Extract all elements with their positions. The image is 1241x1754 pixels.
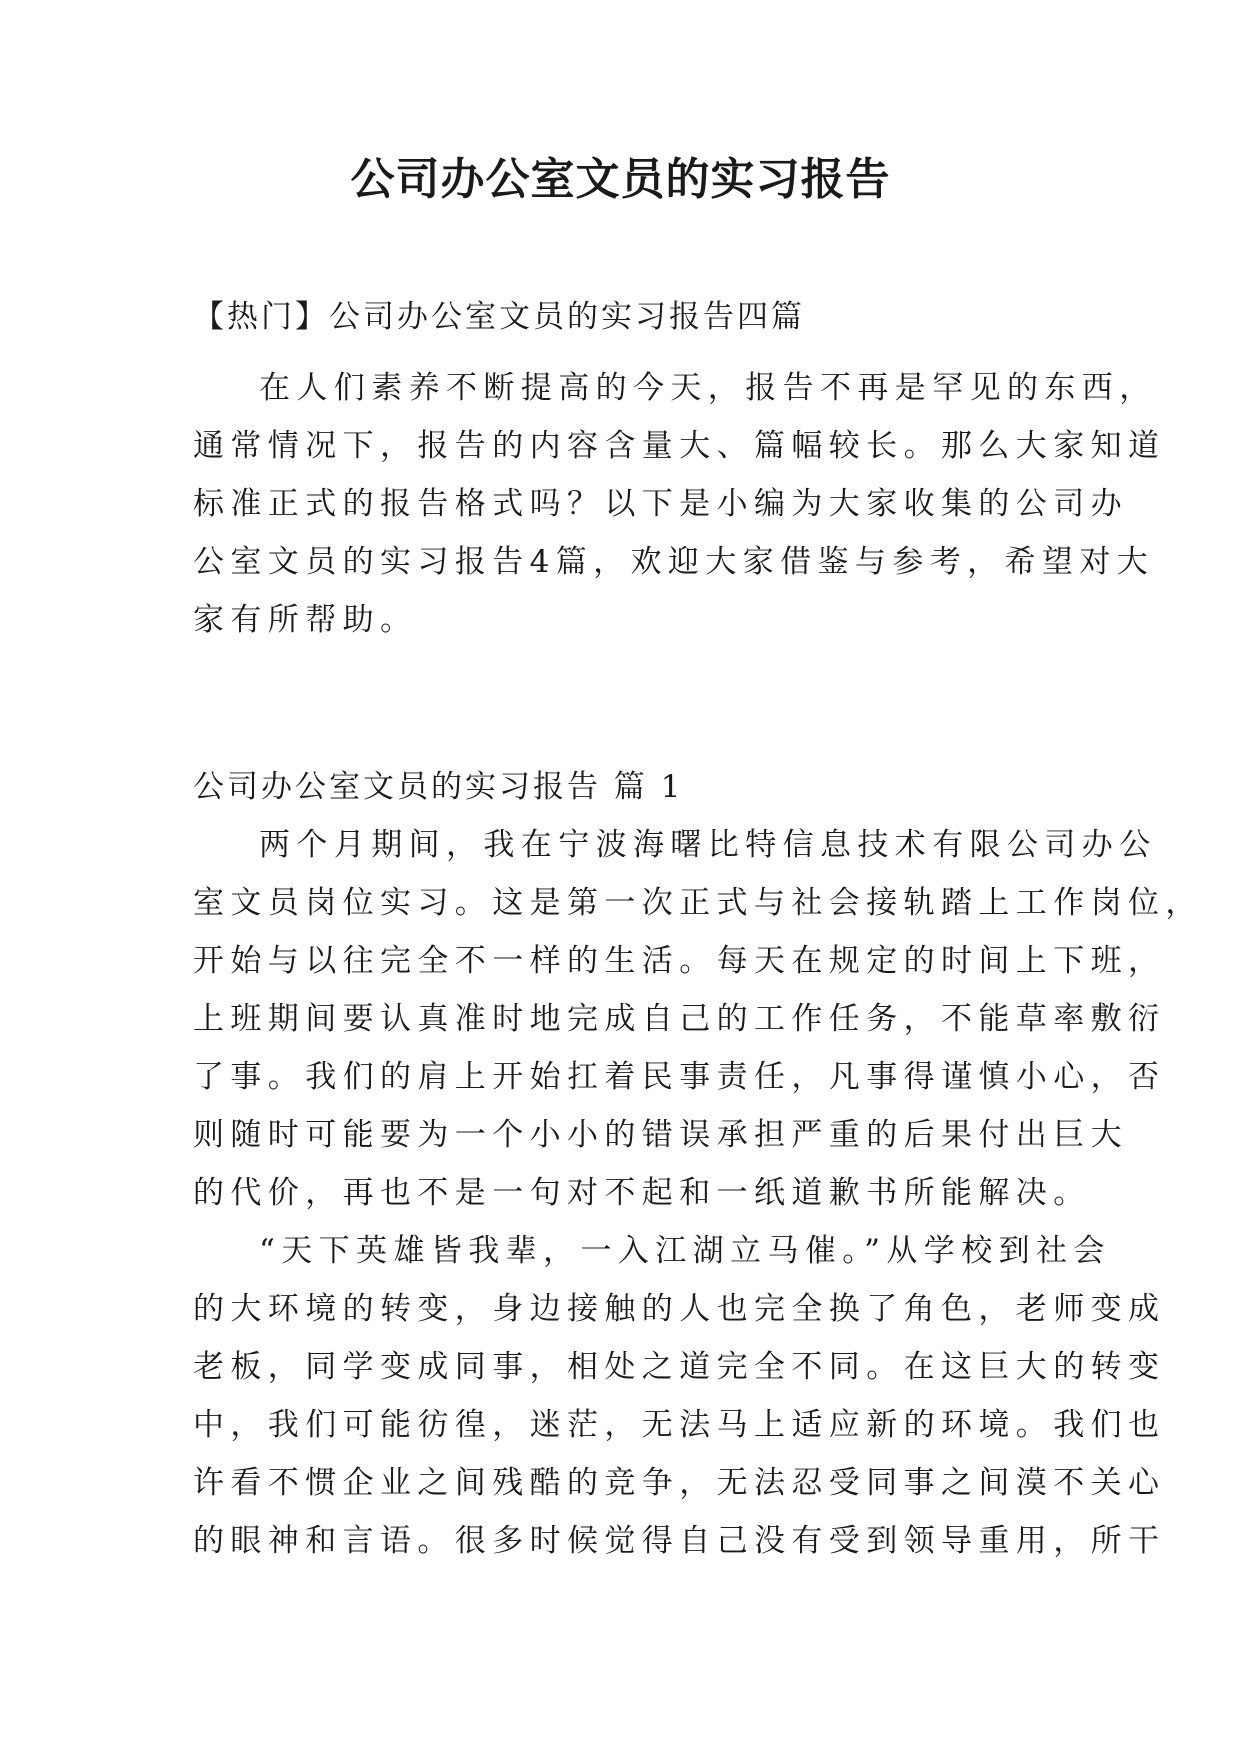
section-heading: 公司办公室文员的实习报告 篇 1	[193, 769, 684, 805]
intro-line: 在人们素养不断提高的今天，报告不再是罕见的东西，	[259, 370, 1157, 406]
paragraph-line: “天下英雄皆我辈，一入江湖立马催。”从学校到社会	[259, 1233, 1111, 1269]
paragraph-line: 了事。我们的肩上开始扛着民事责任，凡事得谨慎小心，否	[193, 1059, 1166, 1095]
paragraph-line: 上班期间要认真准时地完成自己的工作任务，不能草率敷衍	[193, 1001, 1166, 1037]
paragraph-line: 老板，同学变成同事，相处之道完全不同。在这巨大的转变	[193, 1349, 1166, 1385]
paragraph-line: 开始与以往完全不一样的生活。每天在规定的时间上下班，	[193, 943, 1166, 979]
paragraph-line: 则随时可能要为一个小小的错误承担严重的后果付出巨大	[193, 1117, 1128, 1153]
document-subtitle: 【热门】公司办公室文员的实习报告四篇	[193, 299, 805, 335]
intro-line: 家有所帮助。	[193, 602, 418, 638]
paragraph-line: 许看不惯企业之间残酷的竞争，无法忍受同事之间漠不关心	[193, 1465, 1166, 1501]
intro-paragraph	[193, 359, 1166, 649]
section1-paragraph-1	[193, 816, 1203, 1222]
section1-paragraph-2	[193, 1222, 1166, 1570]
intro-line: 标准正式的报告格式吗？以下是小编为大家收集的公司办	[193, 486, 1128, 522]
paragraph-line: 的大环境的转变，身边接触的人也完全换了角色，老师变成	[193, 1291, 1166, 1327]
paragraph-line: 中，我们可能彷徨，迷茫，无法马上适应新的环境。我们也	[193, 1407, 1166, 1443]
page-title: 公司办公室文员的实习报告	[350, 154, 891, 205]
paragraph-line: 的眼神和言语。很多时候觉得自己没有受到领导重用，所干	[193, 1523, 1166, 1559]
paragraph-line: 两个月期间，我在宁波海曙比特信息技术有限公司办公	[259, 827, 1157, 863]
paragraph-line: 室文员岗位实习。这是第一次正式与社会接轨踏上工作岗位，	[193, 885, 1203, 921]
intro-line: 通常情况下，报告的内容含量大、篇幅较长。那么大家知道	[193, 428, 1166, 464]
intro-line: 公室文员的实习报告4篇，欢迎大家借鉴与参考，希望对大	[193, 544, 1155, 580]
paragraph-line: 的代价，再也不是一句对不起和一纸道歉书所能解决。	[193, 1175, 1091, 1211]
